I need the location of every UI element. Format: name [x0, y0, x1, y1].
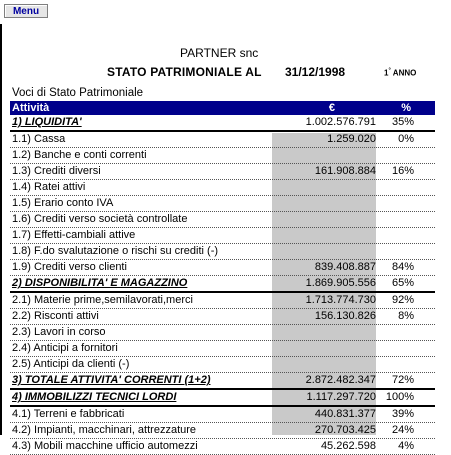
row-value: 270.703.425 — [314, 424, 376, 436]
balance-sheet-table — [10, 101, 435, 455]
row-label: 1.8) F.do svalutazione o rischi su crediti (-) — [12, 245, 219, 257]
year-label: 1° ANNO — [384, 68, 417, 78]
row-label: 2.3) Lavori in corso — [12, 326, 106, 338]
table-row[interactable] — [10, 390, 435, 407]
row-label — [12, 373, 210, 388]
row-label-text: 1) LIQUIDITA' — [12, 116, 82, 128]
table-body — [10, 115, 435, 455]
row-label: 2.2) Risconti attivi — [12, 310, 99, 322]
column-header-percent: % — [401, 102, 411, 114]
row-value: 839.408.887 — [314, 261, 376, 273]
row-label: 2.1) Materie prime,semilavorati,merci — [12, 294, 193, 306]
menu-button[interactable]: Menu — [4, 4, 48, 18]
table-row[interactable] — [10, 357, 435, 373]
row-percent: 4% — [398, 440, 414, 452]
table-row[interactable] — [10, 341, 435, 357]
section-title: Voci di Stato Patrimoniale — [12, 87, 144, 99]
row-value: 1.869.905.556 — [305, 277, 376, 289]
row-percent: 72% — [391, 374, 414, 386]
row-value: 161.908.884 — [314, 165, 376, 177]
row-label: 2.5) Anticipi da clienti (-) — [12, 358, 130, 370]
row-percent: 84% — [391, 261, 414, 273]
row-value: 1.713.774.730 — [305, 294, 376, 306]
table-row[interactable] — [10, 407, 435, 423]
table-row[interactable] — [10, 164, 435, 180]
table-row[interactable] — [10, 276, 435, 293]
row-label — [12, 390, 176, 405]
column-header-value: € — [328, 102, 335, 114]
table-row[interactable] — [10, 180, 435, 196]
row-label: 4.1) Terreni e fabbricati — [12, 408, 125, 420]
row-label — [12, 276, 187, 291]
row-value: 156.130.826 — [314, 310, 376, 322]
table-row[interactable] — [10, 196, 435, 212]
row-label-text: 4) IMMOBILIZZI TECNICI LORDI — [12, 391, 177, 403]
row-percent: 92% — [391, 294, 414, 306]
row-label-text: 2) DISPONIBILITA' E MAGAZZINO — [12, 277, 188, 289]
row-percent: 16% — [391, 165, 414, 177]
row-value: 1.002.576.791 — [305, 116, 376, 128]
row-label: 1.1) Cassa — [12, 133, 66, 145]
row-percent: 100% — [385, 391, 414, 403]
row-value: 1.117.297.720 — [306, 391, 376, 403]
row-label: 1.6) Crediti verso società controllate — [12, 213, 188, 225]
row-percent: 8% — [398, 310, 414, 322]
row-label-text: 3) TOTALE ATTIVITA' CORRENTI (1+2) — [12, 374, 211, 386]
table-row[interactable] — [10, 228, 435, 244]
sheet-left-border — [0, 24, 2, 435]
table-row[interactable] — [10, 325, 435, 341]
table-row[interactable] — [10, 423, 435, 439]
row-percent: 24% — [391, 424, 414, 436]
table-header — [10, 101, 435, 115]
row-label: 1.9) Crediti verso clienti — [12, 261, 127, 273]
table-row[interactable] — [10, 309, 435, 325]
row-label: 4.2) Impianti, macchinari, attrezzature — [12, 424, 197, 436]
table-row[interactable] — [10, 244, 435, 260]
company-name: PARTNER snc — [180, 46, 259, 60]
report-title: STATO PATRIMONIALE AL — [107, 65, 262, 79]
row-percent: 35% — [391, 116, 414, 128]
row-value: 2.872.482.347 — [305, 374, 376, 386]
row-label: 1.5) Erario conto IVA — [12, 197, 114, 209]
row-percent: 0% — [398, 133, 414, 145]
row-percent: 65% — [391, 277, 414, 289]
table-row[interactable] — [10, 132, 435, 148]
table-row[interactable] — [10, 439, 435, 455]
row-label: 1.3) Crediti diversi — [12, 165, 101, 177]
row-value: 1.259.020 — [327, 133, 376, 145]
table-row[interactable] — [10, 260, 435, 276]
row-percent: 39% — [391, 408, 414, 420]
row-label — [12, 115, 82, 130]
row-value: 45.262.598 — [320, 440, 376, 452]
toolbar — [0, 0, 451, 20]
table-row[interactable] — [10, 115, 435, 132]
table-row[interactable] — [10, 293, 435, 309]
table-row[interactable] — [10, 148, 435, 164]
row-label: 4.3) Mobili macchine ufficio automezzi — [12, 440, 198, 452]
row-label: 1.4) Ratei attivi — [12, 181, 86, 193]
row-value: 440.831.377 — [314, 408, 376, 420]
row-label: 2.4) Anticipi a fornitori — [12, 342, 118, 354]
row-label: 1.2) Banche e conti correnti — [12, 149, 147, 161]
table-row[interactable] — [10, 373, 435, 390]
table-row[interactable] — [10, 212, 435, 228]
report-date: 31/12/1998 — [285, 65, 346, 79]
column-header-label: Attività — [12, 102, 50, 114]
row-label: 1.7) Effetti-cambiali attive — [12, 229, 136, 241]
